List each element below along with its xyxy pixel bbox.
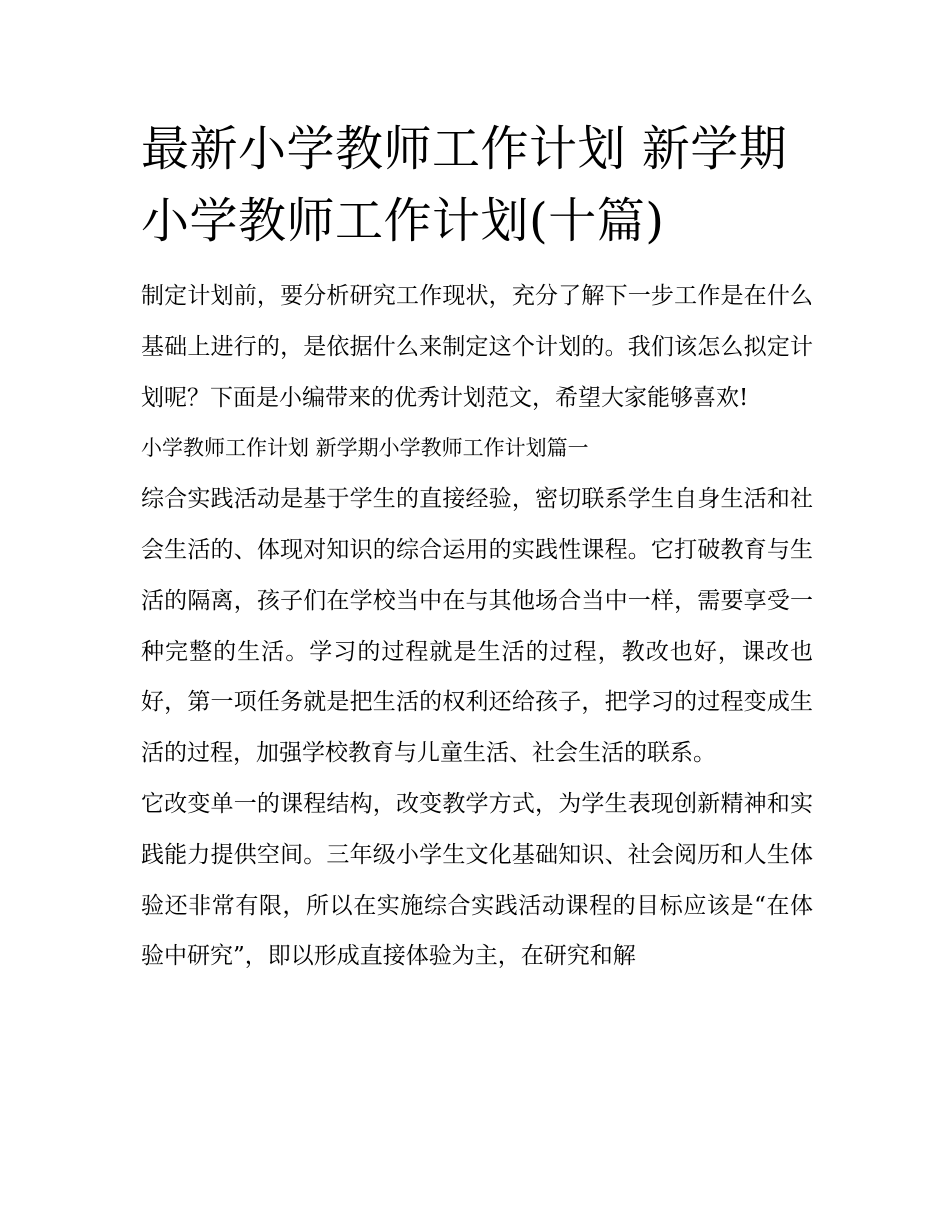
intro-paragraph: 制定计划前，要分析研究工作现状，充分了解下一步工作是在什么基础上进行的，是依据什么来制定这个计划的。我们该怎么拟定计划呢？下面是小编带来的优秀计划范文，希望大家能够喜欢!	[141, 283, 813, 411]
section-heading: 小学教师工作计划 新学期小学教师工作计划篇一	[141, 436, 589, 461]
body-paragraph-1: 综合实践活动是基于学生的直接经验，密切联系学生自身生活和社会生活的、体现对知识的综合运用的实践性课程。它打破教育与生活的隔离，孩子们在学校当中在与其他场合当中一样，需要享受一种完整的生活。学习的过程就是生活的过程，教改也好，课改也好，第一项任务就是把生活的权利还给孩子，把学习的过程变成生活的过程，加强学校教育与儿童生活、社会生活的联系。	[141, 486, 813, 767]
document-page	[141, 113, 813, 982]
document-title: 最新小学教师工作计划 新学期小学教师工作计划(十篇)	[141, 121, 788, 249]
body-paragraph-2: 它改变单一的课程结构，改变教学方式，为学生表现创新精神和实践能力提供空间。三年级小学生文化基础知识、社会阅历和人生体验还非常有限，所以在实施综合实践活动课程的目标应该是“在体验中研究”，即以形成直接体验为主，在研究和解	[141, 790, 813, 970]
